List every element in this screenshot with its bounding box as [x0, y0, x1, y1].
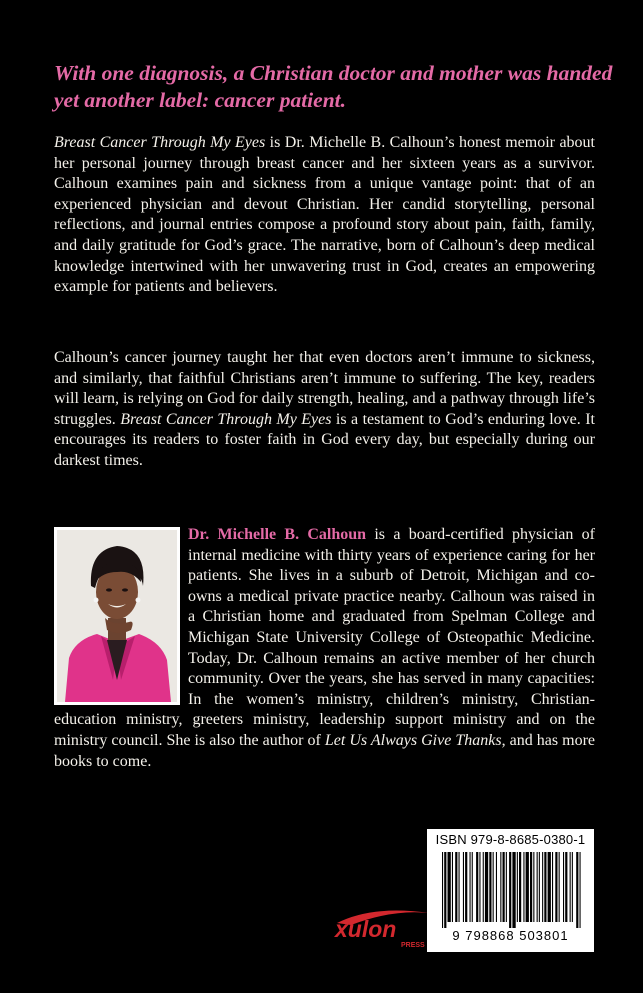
barcode-bar [552, 852, 553, 922]
barcode-bar [542, 852, 543, 922]
description-paragraph-2 [54, 348, 595, 472]
barcode-bar [539, 852, 540, 922]
barcode-bar [442, 852, 443, 928]
bio-text-after: , and has more books to come. [54, 731, 595, 770]
author-name: Dr. Michelle B. Calhoun [188, 526, 367, 543]
paragraph-2-text-after: is a testament to God’s enduring love. It encourages its readers to foster faith in God every day, but especially during our darkest times. [54, 410, 595, 469]
barcode-bar [479, 852, 480, 922]
tagline: With one diagnosis, a Christian doctor and mother was handed yet another label: cancer patient. [54, 61, 613, 112]
isbn-digits: 9 798868 503801 [452, 928, 569, 943]
xulon-press-logo-icon [333, 903, 433, 949]
barcode-bar [544, 852, 546, 922]
other-book-title: Let Us Always Give Thanks [324, 731, 502, 749]
paragraph-1-text: is Dr. Michelle B. Calhoun’s honest memoir about her personal journey through breast cancer and her sixteen years as a survivor. Calhoun examines pain and sickness from a unique vantage point: that of an experienced physician and devout Christian. Her candid storytelling, personal reflections, and journal entries compose a profound story about pain, faith, family, and daily gratitude for God’s grace. The narrative, born of Calhoun’s deep medical knowledge intertwined with her unwavering trust in God, creates an empowering example for patients and believers. [54, 134, 595, 296]
barcode-bar [489, 852, 491, 922]
barcode-bar [559, 852, 560, 922]
author-bio [54, 525, 595, 772]
isbn-barcode [427, 829, 594, 952]
barcode-bar [530, 852, 532, 922]
barcode-bar [444, 852, 446, 928]
paragraph-2-text-before: Calhoun’s cancer journey taught her that even doctors aren’t immune to sickness, and similarly, that faithful Christians aren’t immune to suffering. The key, readers will learn, is relying on God for daily strength, healing, and a pathway through life’s struggles. [54, 349, 595, 428]
barcode-bar [519, 852, 521, 922]
barcode-bar [580, 852, 581, 928]
barcode-bar [570, 852, 571, 922]
barcode-bar [493, 852, 494, 922]
barcode-bar [506, 852, 507, 922]
barcode-bar [555, 852, 557, 922]
barcode-bar [526, 852, 529, 922]
barcode-bar [496, 852, 497, 922]
bio-text-before: is a board-certified physician of internal medicine with thirty years of experience caring for her patients. She lives in a suburb of Detroit, Michigan and co-owns a medical private practice nearby. Calhoun was raised in a Christian home and graduated from Spelman College and Michigan State University College of Osteopathic Medicine. Today, Dr. Calhoun remains an active member of her church community. Over the years, she has served in many capacities: In the women’s ministry, children’s ministry, Christian-education ministry, greeters ministry, leadership support ministry and on the ministry council. She is also the author of [54, 526, 595, 749]
barcode-icon [440, 852, 582, 928]
barcode-bar [452, 852, 453, 922]
barcode-bar [548, 852, 551, 922]
book-title: Breast Cancer Through My Eyes [120, 410, 332, 428]
publisher-name: xulon [335, 916, 397, 942]
barcode-bar [463, 852, 464, 922]
barcode-bar [565, 852, 567, 922]
barcode-bar [537, 852, 538, 922]
barcode-bar [572, 852, 573, 922]
barcode-bar [459, 852, 460, 922]
publisher-logo [333, 903, 433, 949]
barcode-bar [455, 852, 457, 922]
barcode-bar [533, 852, 534, 922]
barcode-bar [472, 852, 473, 922]
book-title: Breast Cancer Through My Eyes [54, 134, 266, 151]
barcode-bar [576, 852, 578, 928]
barcode-bar [476, 852, 478, 922]
barcode-bar [465, 852, 467, 922]
barcode-bar [503, 852, 505, 922]
barcode-bar [485, 852, 488, 922]
barcode-bar [448, 852, 451, 922]
publisher-sub: PRESS [401, 942, 425, 949]
barcode-bar [523, 852, 524, 922]
barcode-bar [483, 852, 484, 922]
isbn-label: ISBN 979-8-8685-0380-1 [435, 832, 586, 847]
barcode-bar [512, 852, 515, 928]
barcode-bar [517, 852, 518, 922]
description-paragraph-1 [54, 133, 595, 298]
barcode-bar [563, 852, 564, 922]
barcode-bar [500, 852, 501, 922]
barcode-bar [509, 852, 511, 928]
barcode-bar [470, 852, 471, 922]
